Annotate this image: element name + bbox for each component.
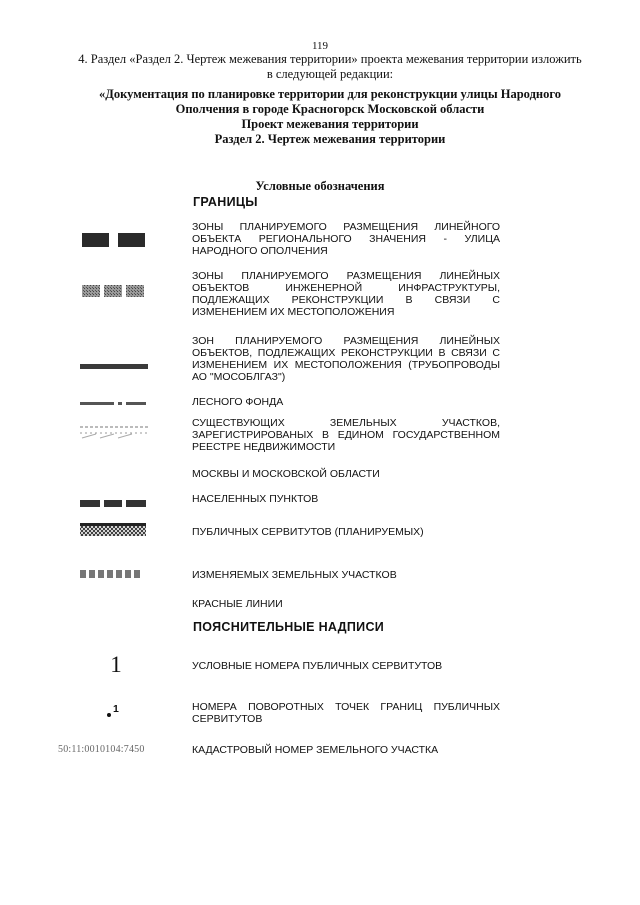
legend-title: Условные обозначения	[255, 179, 385, 193]
legend-symbol-forest-fund	[78, 394, 150, 400]
legend-symbol-gas-pipeline-zone	[78, 357, 150, 363]
legend-symbol-linear-object-zone	[78, 233, 150, 247]
legend-text-settlements: НАСЕЛЕННЫХ ПУНКТОВ	[192, 493, 319, 505]
note-text-cadastral-number: КАДАСТРОВЫЙ НОМЕР ЗЕМЕЛЬНОГО УЧАСТКА	[192, 744, 439, 756]
legend-symbol-settlements	[78, 495, 150, 503]
light-dashed-band-icon	[78, 424, 150, 440]
notes-section-title: ПОЯСНИТЕЛЬНЫЕ НАДПИСИ	[193, 620, 385, 634]
legend-text-forest-fund: ЛЕСНОГО ФОНДА	[192, 396, 284, 408]
dotted-squares-icon	[78, 569, 150, 579]
legend-symbol-engineering-infrastructure-zone	[78, 284, 150, 296]
boundaries-section-title: ГРАНИЦЫ	[193, 195, 258, 209]
legend-symbol-public-easements	[78, 523, 150, 537]
page-number: 119	[311, 40, 329, 52]
point-dot-icon	[107, 713, 111, 717]
heading-line-2: Ополчения в городе Красногорск Московской области	[175, 102, 485, 116]
thick-line-icon	[78, 364, 150, 370]
legend-text-linear-object-zone: ЗОНЫ ПЛАНИРУЕМОГО РАЗМЕЩЕНИЯ ЛИНЕЙНОГО ОБЪЕКТА РЕГИОНАЛЬНОГО ЗНАЧЕНИЯ - УЛИЦА НАРОДНОГО ОПОЛЧЕНИЯ	[192, 221, 500, 257]
legend-text-gas-pipeline-zone: ЗОН ПЛАНИРУЕМОГО РАЗМЕЩЕНИЯ ЛИНЕЙНЫХ ОБЪЕКТОВ, ПОДЛЕЖАЩИХ РЕКОНСТРУКЦИИ В СВЯЗИ С ИЗМЕНЕНИЕМ ИХ МЕСТОПОЛОЖЕНИЯ (ТРУБОПРОВОДЫ АО "МОСОБЛГАЗ")	[192, 335, 500, 383]
legend-symbol-changed-land-plots	[78, 566, 150, 576]
note-text-turning-points: НОМЕРА ПОВОРОТНЫХ ТОЧЕК ГРАНИЦ ПУБЛИЧНЫХ СЕРВИТУТОВ	[192, 701, 500, 725]
legend-text-engineering-infrastructure-zone: ЗОНЫ ПЛАНИРУЕМОГО РАЗМЕЩЕНИЯ ЛИНЕЙНЫХ ОБЪЕКТОВ ИНЖЕНЕРНОЙ ИНФРАСТРУКТУРЫ, ПОДЛЕЖАЩИХ РЕКОНСТРУКЦИИ В СВЯЗИ С ИЗМЕНЕНИЕМ ИХ МЕСТОПОЛОЖЕНИЯ	[192, 270, 500, 318]
dashed-blocks-icon	[78, 500, 150, 508]
legend-text-public-easements: ПУБЛИЧНЫХ СЕРВИТУТОВ (ПЛАНИРУЕМЫХ)	[192, 526, 424, 538]
legend-text-moscow-region: МОСКВЫ И МОСКОВСКОЙ ОБЛАСТИ	[192, 468, 380, 480]
heading-line-4: Раздел 2. Чертеж межевания территории	[214, 132, 446, 146]
note-symbol-turning-point	[100, 703, 140, 723]
legend-text-changed-land-plots: ИЗМЕНЯЕМЫХ ЗЕМЕЛЬНЫХ УЧАСТКОВ	[192, 569, 397, 581]
dash-dot-line-icon	[78, 401, 150, 407]
note-symbol-easement-number: 1	[110, 652, 122, 677]
amendment-intro	[60, 52, 600, 82]
intro-line-2: в следующей редакции:	[266, 67, 394, 81]
document-heading	[80, 87, 580, 147]
hatched-blocks-icon	[78, 285, 150, 297]
note-text-easement-numbers: УСЛОВНЫЕ НОМЕРА ПУБЛИЧНЫХ СЕРВИТУТОВ	[192, 660, 443, 672]
intro-line-1: 4. Раздел «Раздел 2. Чертеж межевания территории» проекта межевания территории изложить	[78, 52, 582, 66]
turning-point-number: 1	[113, 703, 119, 715]
heading-line-1: «Документация по планировке территории для реконструкции улицы Народного	[99, 87, 561, 101]
heading-line-3: Проект межевания территории	[241, 117, 419, 131]
crosshatch-band-icon	[78, 523, 150, 537]
legend-text-red-lines: КРАСНЫЕ ЛИНИИ	[192, 598, 283, 610]
legend-text-registered-land-plots: СУЩЕСТВУЮЩИХ ЗЕМЕЛЬНЫХ УЧАСТКОВ, ЗАРЕГИСТРИРОВАНЫХ В ЕДИНОМ ГОСУДАРСТВЕННОМ РЕЕСТРЕ НЕДВИЖИМОСТИ	[192, 417, 500, 453]
note-symbol-cadastral-number: 50:11:0010104:7450	[58, 744, 145, 755]
legend-symbol-registered-land-plots	[78, 424, 150, 440]
